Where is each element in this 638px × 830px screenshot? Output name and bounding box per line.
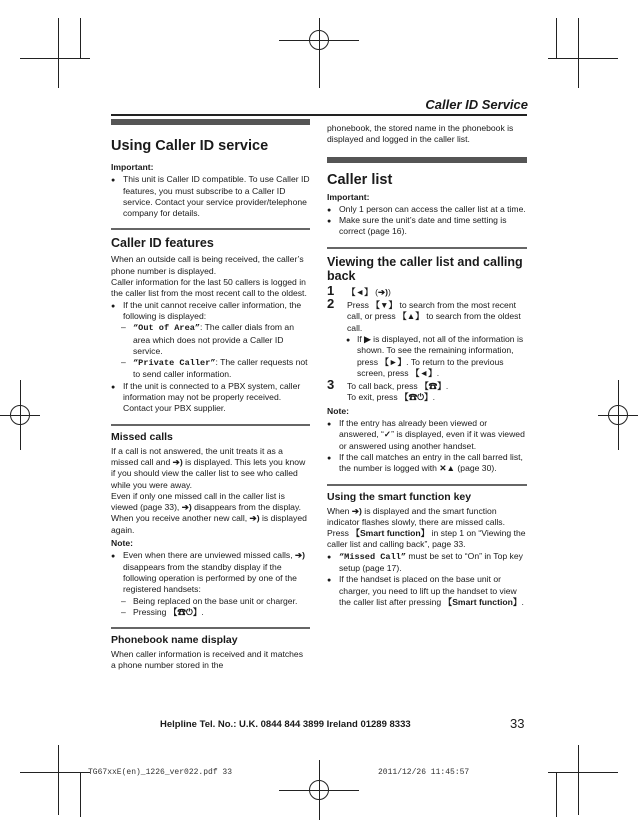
registration-mark xyxy=(309,30,329,50)
more-info-icon: ▶ xyxy=(364,333,371,344)
text: . xyxy=(432,392,435,403)
heading-smart-function-key: Using the smart function key xyxy=(327,490,472,503)
section-divider xyxy=(111,424,310,426)
right-column xyxy=(327,117,527,608)
list-item: ● If the unit cannot receive caller information, the following is displayed: xyxy=(111,300,310,323)
list-item xyxy=(327,418,527,452)
list-item xyxy=(111,607,310,618)
list-item: ● This unit is Caller ID compatible. To use Caller ID features, you must subscribe to a Caller ID service. Contact your service provider/telephone company for details. xyxy=(111,174,310,219)
missed-call-icon: ➔) xyxy=(294,550,306,561)
smart-function-key: 【Smart function】 xyxy=(443,596,522,607)
crop-mark xyxy=(548,772,618,773)
off-key-icon: 【☎⏻】 xyxy=(168,606,202,617)
section-bar xyxy=(111,119,310,125)
text: To call back, press xyxy=(347,381,421,392)
list-item: – Being replaced on the base unit or charger. xyxy=(111,596,310,607)
step-1 xyxy=(327,282,527,298)
registration-mark xyxy=(309,780,329,800)
missed-call-icon: ➔) xyxy=(181,502,192,513)
check-icon: ✓ xyxy=(383,429,392,440)
list-item xyxy=(327,574,527,608)
paragraph xyxy=(111,491,310,536)
list-item: ● Make sure the unit’s date and time setting is correct (page 16). xyxy=(327,215,527,238)
page-number: 33 xyxy=(510,716,525,731)
section-divider xyxy=(327,247,527,249)
heading-caller-id-features: Caller ID features xyxy=(111,236,214,251)
list-item xyxy=(327,551,527,575)
paragraph: phonebook, the stored name in the phonebook is displayed and logged in the caller list. xyxy=(327,123,514,145)
registration-mark xyxy=(10,405,30,425)
crop-mark xyxy=(80,772,81,817)
display-text: “Private Caller” xyxy=(133,358,216,369)
text: ( xyxy=(372,286,378,297)
text: . xyxy=(201,606,204,617)
step-2 xyxy=(327,296,527,334)
display-text: “Missed Call” xyxy=(339,551,407,562)
registration-mark xyxy=(608,405,628,425)
text: . xyxy=(445,381,449,392)
heading-phonebook-name-display: Phonebook name display xyxy=(111,634,238,647)
off-key-icon: 【☎⏻】 xyxy=(400,392,433,403)
text: is displayed. This lets you know if you should view the caller list to see who called while you were away. xyxy=(111,456,306,490)
step-3 xyxy=(327,377,527,404)
list-item: ● Only 1 person can access the caller list at a time. xyxy=(327,204,527,215)
paragraph xyxy=(327,506,527,551)
list-item xyxy=(111,550,310,595)
text: . xyxy=(436,367,440,378)
talk-key-icon: 【☎】 xyxy=(420,381,446,392)
missed-call-icon: ➔) xyxy=(351,505,362,516)
text: to search from the oldest call. xyxy=(347,311,521,333)
crop-mark xyxy=(578,18,579,88)
display-text: “Out of Area” xyxy=(133,323,201,334)
text: (page 30). xyxy=(455,463,497,474)
crop-mark xyxy=(556,18,557,58)
print-file-info: TG67xxE(en)_1226_ver022.pdf 33 xyxy=(88,768,233,777)
list-item xyxy=(111,322,310,357)
section-bar xyxy=(327,157,527,163)
up-key-icon: 【▲】 xyxy=(398,311,424,322)
important-label: Important: xyxy=(111,162,154,172)
section-divider xyxy=(111,627,310,629)
step-number: 2 xyxy=(327,296,335,312)
missed-call-icon: ➔) xyxy=(249,513,260,524)
text: ) xyxy=(388,286,391,297)
paragraph: Caller information for the last 50 callers is logged in the caller list from the most recent call to the oldest. xyxy=(111,277,307,299)
crop-mark xyxy=(548,58,618,59)
list-item xyxy=(327,452,527,475)
section-divider xyxy=(111,228,310,230)
helpline-footer: Helpline Tel. No.: U.K. 0844 844 3899 Ireland 01289 8333 xyxy=(160,719,411,730)
note-label: Note: xyxy=(111,538,133,549)
heading-caller-list: Caller list xyxy=(327,171,393,188)
section-divider xyxy=(327,484,527,486)
crop-mark xyxy=(556,772,557,817)
note-label: Note: xyxy=(327,405,349,416)
text: If the call matches an entry in the call barred list, the number is logged with xyxy=(339,451,523,474)
crop-mark xyxy=(80,18,81,58)
item-text: : The caller dials from an area which does not provide a Caller ID service. xyxy=(133,322,294,356)
missed-call-icon: ➔) xyxy=(172,456,183,467)
text: is displayed again. xyxy=(111,513,307,535)
text: If the handset is placed on the base unit or charger, you need to lift up the handset to view the caller list after pressing xyxy=(339,574,517,607)
step-number: 3 xyxy=(327,377,335,393)
text: is displayed, not all of the information is shown. To see the remaining information, press xyxy=(357,333,524,367)
crop-mark xyxy=(58,18,59,88)
text: If a call is not answered, the unit treats it as a missed call and xyxy=(111,445,283,467)
crop-mark xyxy=(578,745,579,815)
section-title: Caller ID Service xyxy=(425,97,528,112)
right-key-icon: 【►】 xyxy=(380,356,407,367)
item-text: : The caller requests not to send caller information. xyxy=(133,357,308,380)
list-item xyxy=(327,334,527,379)
heading-viewing-caller-list: Viewing the caller list and calling back xyxy=(327,254,523,283)
smart-function-key: 【Smart function】 xyxy=(351,528,430,539)
paragraph: When an outside call is being received, the caller’s phone number is displayed. xyxy=(111,254,304,276)
left-column xyxy=(111,117,310,672)
step-number: 1 xyxy=(327,282,335,298)
text: . xyxy=(521,596,524,607)
text: disappears from the standby display if the following operation is performed by one of the registered handsets: xyxy=(123,561,297,595)
text: ” is displayed, even if it was viewed or answered using another handset. xyxy=(339,429,525,451)
text: is displayed and the smart function indicator flashes slowly, there are missed calls. Press xyxy=(327,505,505,539)
text: . To return to the previous screen, press xyxy=(357,356,504,378)
missed-call-icon: ➔) xyxy=(377,286,389,297)
text: To exit, press xyxy=(347,392,401,403)
left-key-icon: 【◄】 xyxy=(410,367,437,378)
text: in step 1 on “Viewing the caller list and calling back”, page 33. xyxy=(327,528,526,550)
text: If xyxy=(357,333,365,344)
text: If the entry has already been viewed or answered, “ xyxy=(339,418,488,440)
text: Even when there are unviewed missed calls, xyxy=(123,550,295,561)
text: Pressing xyxy=(133,606,169,617)
text: disappears from the display. When you receive another new call, xyxy=(111,502,301,524)
header-rule xyxy=(111,114,527,116)
text: must be set to “On” in Top key setup (page 17). xyxy=(339,550,523,574)
text: Even if only one missed call in the caller list is viewed (page 33), xyxy=(111,490,285,513)
list-item: ● If the unit is connected to a PBX system, caller information may not be properly received. Contact your PBX supplier. xyxy=(111,381,310,415)
crop-mark xyxy=(20,58,90,59)
text: When xyxy=(327,505,352,516)
important-label: Important: xyxy=(327,191,370,202)
left-key-icon: 【◄】 xyxy=(347,286,373,297)
crop-mark xyxy=(58,745,59,815)
down-key-icon: 【▼】 xyxy=(371,300,398,311)
paragraph: When caller information is received and it matches a phone number stored in the xyxy=(111,649,304,671)
paragraph xyxy=(111,446,310,491)
call-barred-icon: ✕▲ xyxy=(439,463,456,474)
crop-mark xyxy=(319,18,320,88)
page-heading: Using Caller ID service xyxy=(111,138,269,154)
heading-missed-calls: Missed calls xyxy=(111,430,173,443)
text: Press xyxy=(347,300,372,311)
list-item xyxy=(111,357,310,381)
text: to search from the most recent call, or press xyxy=(347,300,516,322)
print-date-info: 2011/12/26 11:45:57 xyxy=(378,768,470,777)
